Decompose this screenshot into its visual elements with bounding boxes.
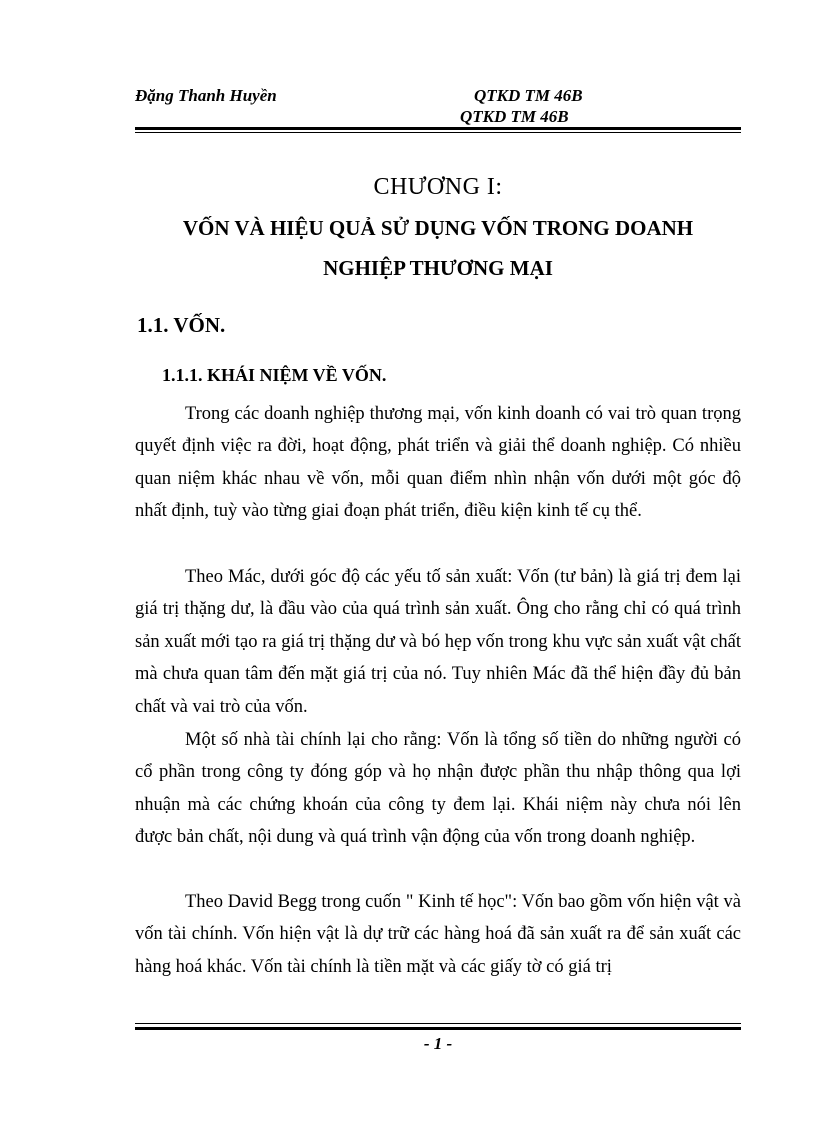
footer-rule-thick [135,1027,741,1030]
header-rule-thin [135,132,741,133]
header-author: Đặng Thanh Huyền [135,86,277,105]
header-rule-thick [135,127,741,130]
page-number: - 1 - [423,1034,453,1053]
footer-rule-thin [135,1023,741,1024]
header-class-line-2: QTKD TM 46B [460,107,569,126]
subsection-heading-1-1-1: 1.1.1. KHÁI NIỆM VỀ VỐN. [162,365,387,385]
body-paragraph: Theo Mác, dưới góc độ các yếu tố sản xuất: Vốn (tư bản) là giá trị đem lại giá trị thặng dư, là đầu vào của quá trình sản xuất. Ông cho rằng chỉ có quá trình sản xuất mới tạo ra giá trị thặng dư và bó hẹp vốn trong khu vực sản xuất vật chất mà chưa quan tâm đến mặt giá trị của nó. Tuy nhiên Mác đã thể hiện đầy đủ bản chất và vai trò của vốn. [135,567,741,717]
chapter-number: CHƯƠNG I: [373,174,503,200]
body-paragraph: Trong các doanh nghiệp thương mại, vốn kinh doanh có vai trò quan trọng quyết định việc ra đời, hoạt động, phát triển và giải thể doanh nghiệp. Có nhiều quan niệm khác nhau về vốn, mỗi quan điểm nhìn nhận vốn dưới một góc độ nhất định, tuỳ vào từng giai đoạn phát triển, điều kiện kinh tế cụ thể. [135,404,741,522]
chapter-title-line-2: NGHIỆP THƯƠNG MẠI [323,256,553,280]
body-paragraph: Một số nhà tài chính lại cho rằng: Vốn là tổng số tiền do những người có cổ phần trong công ty đóng góp và họ nhận được phần thu nhập thông qua lợi nhuận mà các chứng khoán của công ty đem lại. Khái niệm này chưa nói lên được bản chất, nội dung và quá trình vận động của vốn trong doanh nghiệp. [135,730,741,848]
body-paragraph: Theo David Begg trong cuốn " Kinh tế học": Vốn bao gồm vốn hiện vật và vốn tài chính. Vốn hiện vật là dự trữ các hàng hoá đã sản xuất ra để sản xuất các hàng hoá khác. Vốn tài chính là tiền mặt và các giấy tờ có giá trị [135,892,741,977]
section-heading-1-1: 1.1. VỐN. [137,313,226,337]
chapter-title-line-1: VỐN VÀ HIỆU QUẢ SỬ DỤNG VỐN TRONG DOANH [182,216,694,240]
header-class-line-1: QTKD TM 46B [474,86,583,105]
